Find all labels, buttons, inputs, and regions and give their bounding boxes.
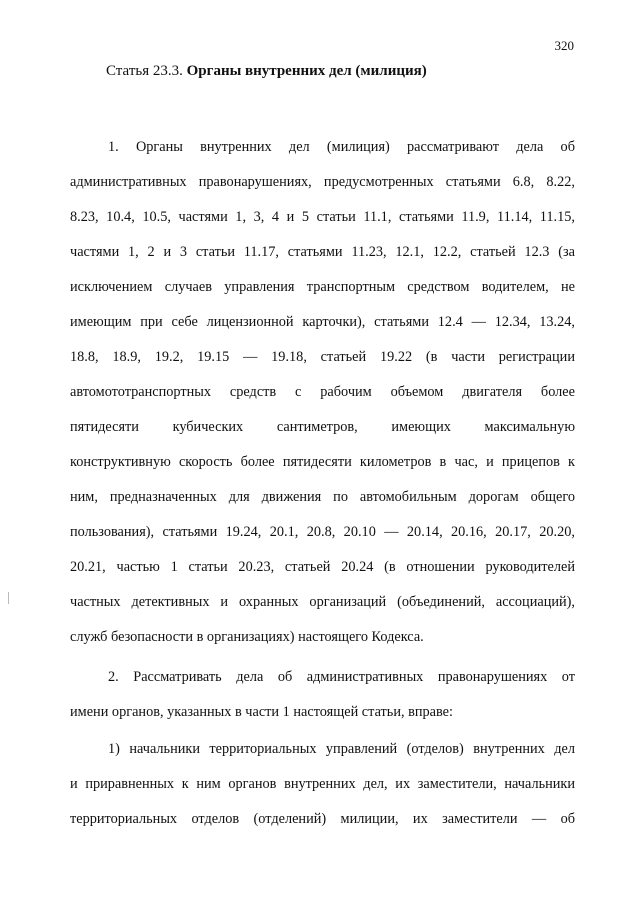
paragraph-line: и приравненных к ним органов внутренних дел, их заместители, начальники [70, 776, 575, 792]
paragraph-line: конструктивную скорость более пятидесяти километров в час, и прицепов к [70, 454, 575, 470]
paragraph-line: имеющим при себе лицензионной карточки), статьями 12.4 — 12.34, 13.24, [70, 314, 575, 330]
paragraph-line: имени органов, указанных в части 1 настоящей статьи, вправе: [70, 704, 453, 720]
paragraph-line: пятидесяти кубических сантиметров, имеющих максимальную [70, 419, 575, 435]
paragraph-line: частных детективных и охранных организаций (объединений, ассоциаций), [70, 594, 575, 610]
paragraph-line: частями 1, 2 и 3 статьи 11.17, статьями 11.23, 12.1, 12.2, статьей 12.3 (за [70, 244, 575, 260]
paragraph-line: автомототранспортных средств с рабочим объемом двигателя более [70, 384, 575, 400]
paragraph-line: 1. Органы внутренних дел (милиция) рассматривают дела об [108, 139, 575, 155]
paragraph-line: 18.8, 18.9, 19.2, 19.15 — 19.18, статьей 19.22 (в части регистрации [70, 349, 575, 365]
paragraph-line: ним, предназначенных для движения по автомобильным дорогам общего [70, 489, 575, 505]
paragraph-line: пользования), статьями 19.24, 20.1, 20.8, 20.10 — 20.14, 20.16, 20.17, 20.20, [70, 524, 575, 540]
article-number: Статья 23.3. [106, 63, 187, 79]
margin-mark [8, 592, 9, 604]
paragraph-line: 20.21, частью 1 статьи 20.23, статьей 20.24 (в отношении руководителей [70, 559, 575, 575]
paragraph-3 [70, 740, 575, 845]
paragraph-2 [70, 668, 575, 738]
paragraph-line: административных правонарушениях, предусмотренных статьями 6.8, 8.22, [70, 174, 575, 190]
article-title: Органы внутренних дел (милиция) [186, 63, 427, 79]
paragraph-line: 8.23, 10.4, 10.5, частями 1, 3, 4 и 5 статьи 11.1, статьями 11.9, 11.14, 11.15, [70, 209, 575, 225]
paragraph-line: 2. Рассматривать дела об административных правонарушениях от [108, 669, 575, 685]
paragraph-line: служб безопасности в организациях) настоящего Кодекса. [70, 629, 424, 645]
paragraph-line: территориальных отделов (отделений) милиции, их заместители — об [70, 811, 575, 827]
paragraph-1 [70, 138, 575, 663]
paragraph-line: исключением случаев управления транспортным средством водителем, не [70, 279, 575, 295]
page-number: 320 [554, 38, 574, 53]
article-heading [106, 63, 427, 80]
paragraph-line: 1) начальники территориальных управлений (отделов) внутренних дел [108, 741, 575, 757]
